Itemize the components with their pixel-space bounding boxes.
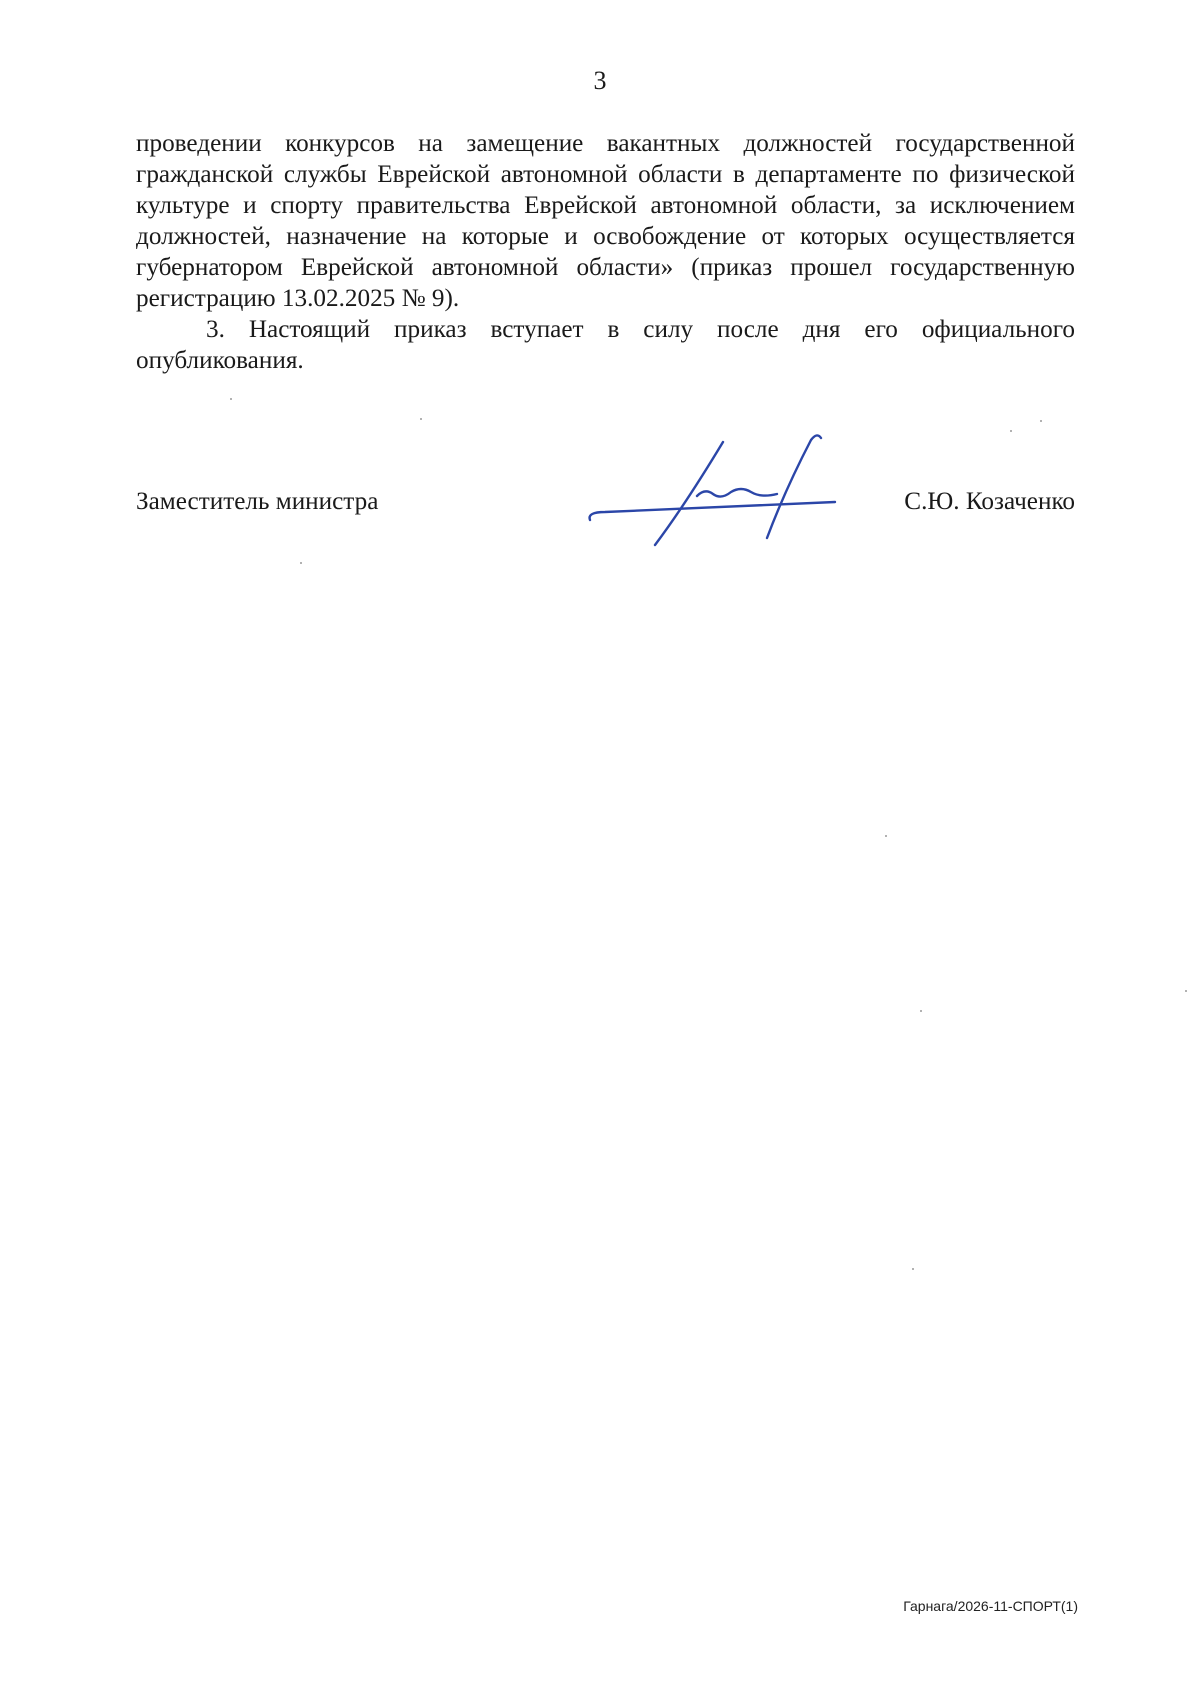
scan-speck	[912, 1268, 914, 1270]
scan-speck	[420, 418, 422, 420]
document-footer-code: Гарнага/2026-11-СПОРТ(1)	[903, 1598, 1078, 1614]
page-number: 3	[593, 66, 607, 95]
body-paragraph-item-3: 3. Настоящий приказ вступает в силу после дня его официального опубликования.	[136, 316, 1075, 374]
signature-underline-stroke	[590, 502, 835, 520]
handwritten-signature	[585, 420, 845, 560]
signer-position: Заместитель министра	[136, 488, 379, 515]
signature-loop-stroke	[697, 489, 777, 497]
signature-second-slant-stroke	[767, 435, 821, 538]
scan-speck	[300, 562, 302, 564]
scan-speck	[1185, 990, 1187, 992]
scan-speck	[1010, 430, 1012, 432]
scan-speck	[230, 398, 232, 400]
body-paragraph-continuation: проведении конкурсов на замещение вакантных должностей государственной гражданской службы Еврейской автономной области в департаменте по физической культуре и спорту правительства Еврейской автономной области, за исключением должностей, назначение на которые и освобождение от которых осуществляется губернатором Еврейской автономной области» (приказ прошел государственную регистрацию 13.02.2025 № 9).	[136, 130, 1075, 312]
document-body	[136, 128, 1075, 376]
scan-speck	[885, 835, 887, 837]
signer-name: С.Ю. Козаченко	[904, 488, 1075, 515]
scan-speck	[1040, 420, 1042, 422]
scan-speck	[920, 1010, 922, 1012]
